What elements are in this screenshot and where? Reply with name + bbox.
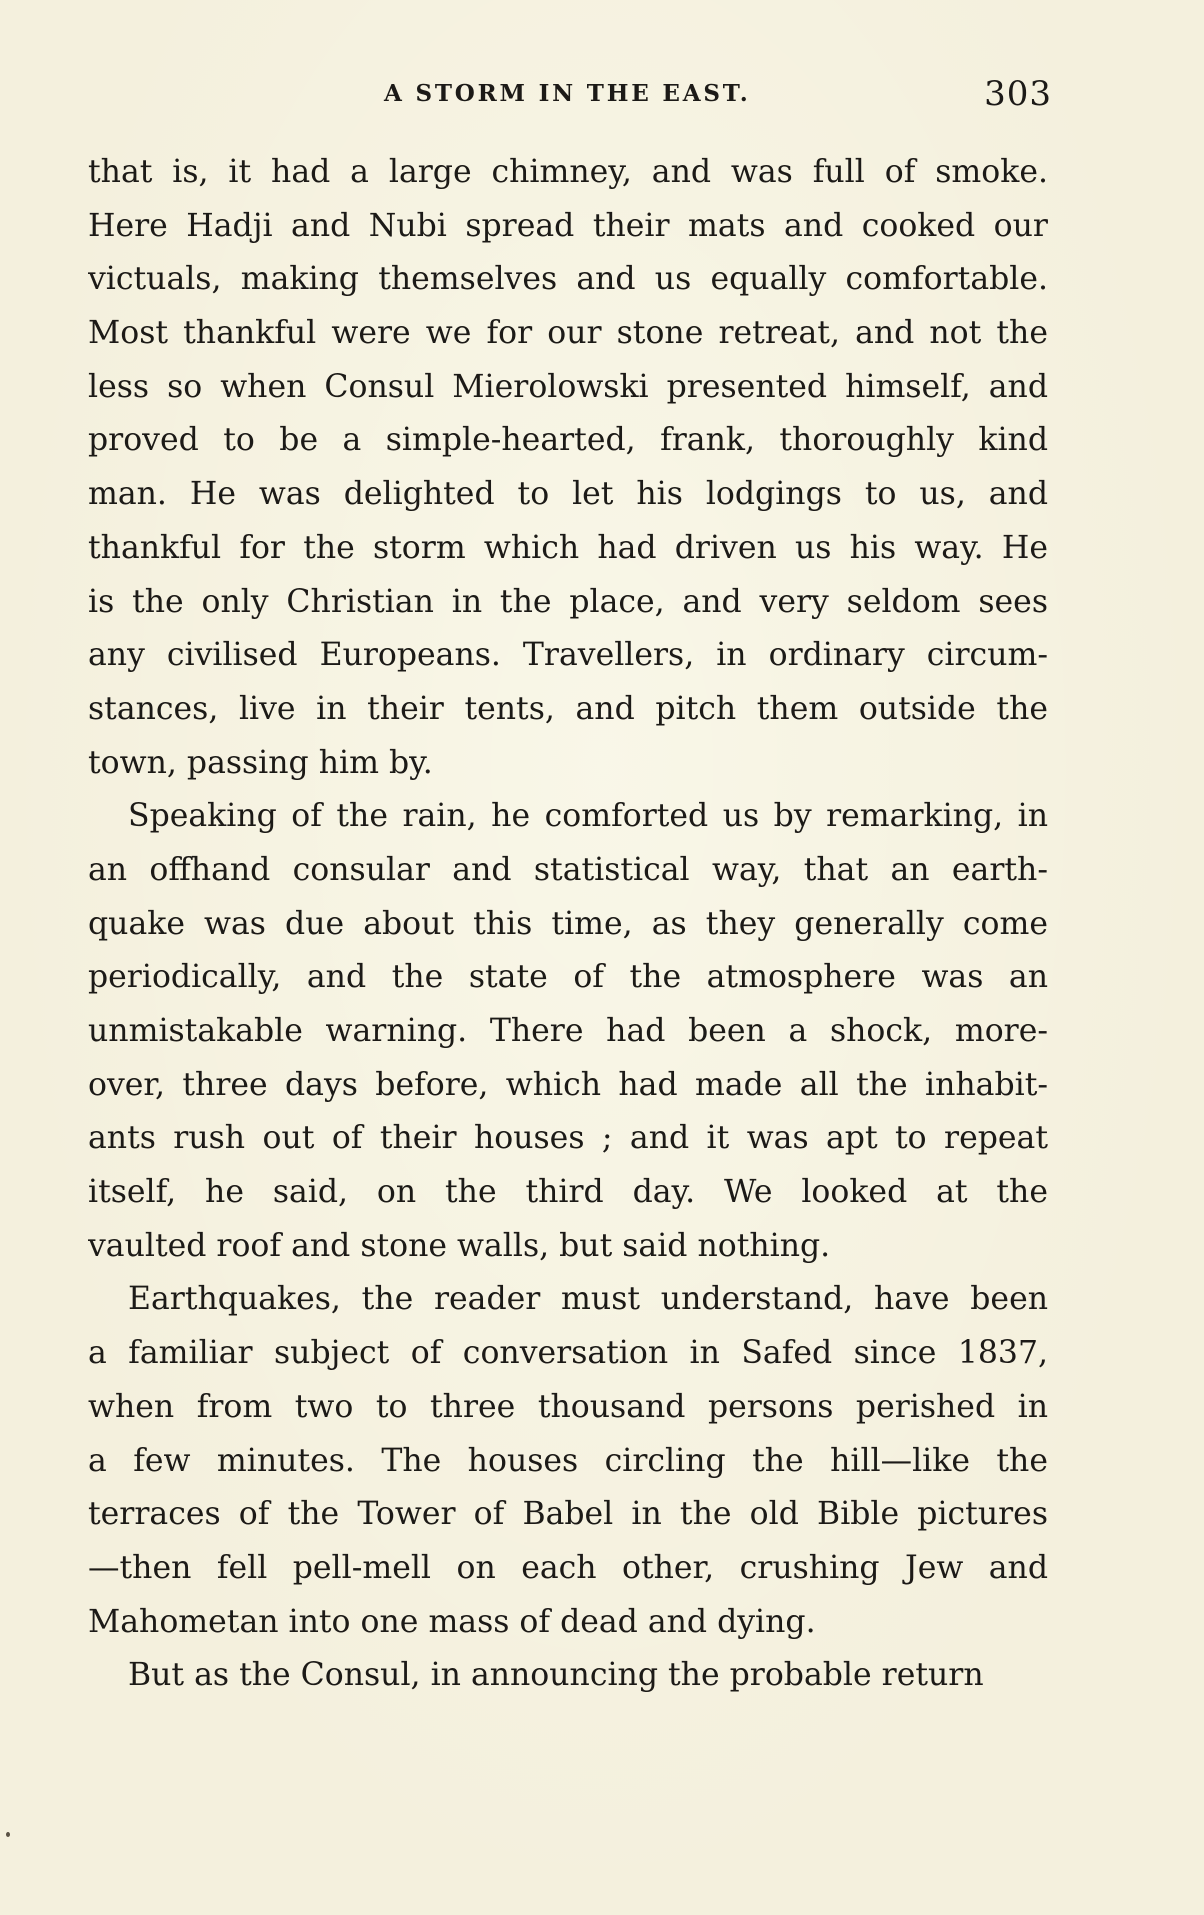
- text-line: victuals, making themselves and us equally comfortable.: [88, 261, 1048, 298]
- text-line: a few minutes. The houses circling the hill—like the: [88, 1442, 1048, 1479]
- paragraph-start-line: Speaking of the rain, he comforted us by remarking, in: [128, 798, 1048, 835]
- text-line: is the only Christian in the place, and very seldom sees: [88, 583, 1048, 620]
- paragraph-end-line: town, passing him by.: [88, 744, 433, 781]
- paragraph-end-line: Mahometan into one mass of dead and dying.: [88, 1603, 816, 1640]
- text-line: that is, it had a large chimney, and was full of smoke.: [88, 154, 1048, 190]
- body-text: [88, 146, 1048, 1703]
- text-line: Most thankful were we for our stone retreat, and not the: [88, 315, 1048, 352]
- text-line: quake was due about this time, as they generally come: [88, 905, 1048, 942]
- running-head: [88, 76, 1058, 116]
- text-line: proved to be a simple-hearted, frank, thoroughly kind: [88, 422, 1048, 459]
- paragraph-end-line: vaulted roof and stone walls, but said nothing.: [88, 1227, 831, 1264]
- text-line: when from two to three thousand persons perished in: [88, 1388, 1048, 1425]
- text-line: ants rush out of their houses ; and it was apt to repeat: [88, 1120, 1048, 1157]
- text-line: an offhand consular and statistical way, that an earth-: [88, 851, 1048, 888]
- text-line: thankful for the storm which had driven us his way. He: [88, 529, 1048, 566]
- paper-speck: [6, 1832, 10, 1837]
- text-line: a familiar subject of conversation in Safed since 1837,: [88, 1335, 1048, 1372]
- text-line: man. He was delighted to let his lodgings to us, and: [88, 476, 1048, 513]
- text-line: over, three days before, which had made all the inhabit-: [88, 1066, 1048, 1103]
- text-line: Here Hadji and Nubi spread their mats and cooked our: [88, 207, 1048, 244]
- text-line: unmistakable warning. There had been a shock, more-: [88, 1013, 1048, 1049]
- text-line: less so when Consul Mierolowski presented himself, and: [88, 368, 1048, 405]
- page-number: 303: [984, 74, 1052, 114]
- text-line: stances, live in their tents, and pitch them outside the: [88, 690, 1048, 727]
- paragraph-start-line: But as the Consul, in announcing the probable return: [128, 1657, 984, 1694]
- text-line: —then fell pell-mell on each other, crushing Jew and: [88, 1549, 1048, 1586]
- text-line: periodically, and the state of the atmosphere was an: [88, 959, 1048, 996]
- text-line: any civilised Europeans. Travellers, in ordinary circum-: [88, 637, 1048, 674]
- paragraph-start-line: Earthquakes, the reader must understand, have been: [128, 1281, 1048, 1318]
- text-line: terraces of the Tower of Babel in the old Bible pictures: [88, 1496, 1048, 1533]
- running-title: A STORM IN THE EAST.: [384, 80, 751, 107]
- text-line: itself, he said, on the third day. We looked at the: [88, 1174, 1048, 1211]
